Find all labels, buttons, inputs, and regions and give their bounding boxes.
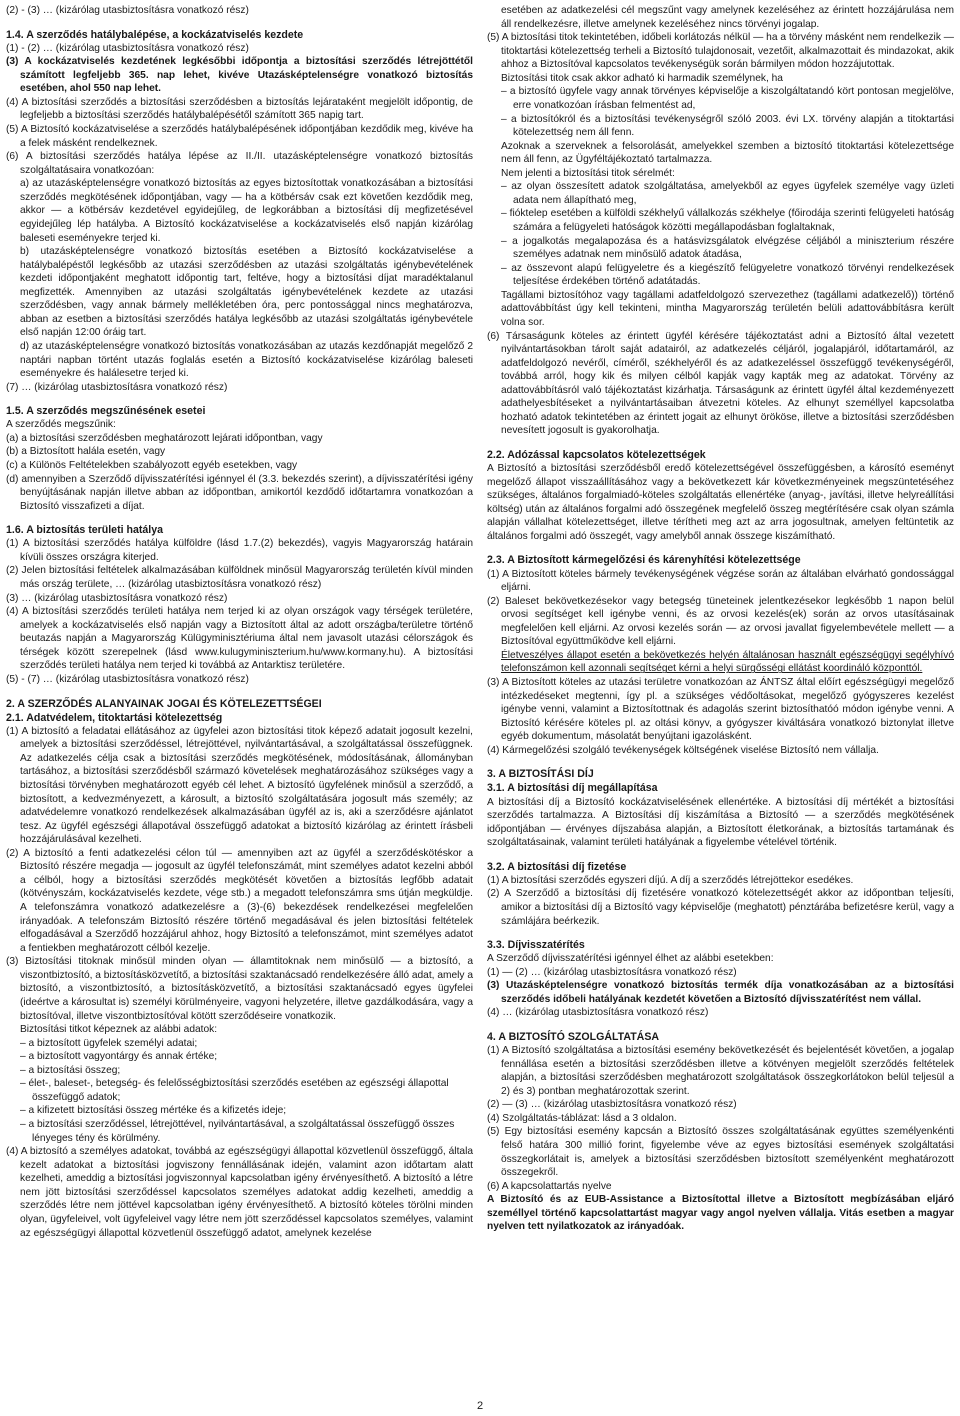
paragraph: (4) … (kizárólag utasbiztosításra vonatkozó rész) — [487, 1007, 709, 1019]
paragraph: (7) … (kizárólag utasbiztosításra vonatkozó rész) — [6, 381, 228, 393]
paragraph: (4) A biztosító a személyes adatokat, továbbá az egészségügyi állapottal közvetlenül összefüggő, általa kezelt adatokat a biztosítási jogviszony fennállásának idején, valamint azon időtartam alatt kezelheti, ameddig a biztosítási jogviszonnyal kapcsolatban igény érvényesíthető. A biztosító a létre nem jött biztosítási szerződéssel kapcsolatos személyes adatokat addig kezelheti, ameddig a szerződés létre nem jöttével kapcsolatban igény érvényesíthető. A biztosító köteles törölni minden olyan, ügyfeleivel, volt ügyfeleivel vagy létre nem jött szerződéssel kapcsolatos személyes, valamint az egészségügyi állapottal közvetlenül összefüggő adatot, amelynek kezelése — [6, 1146, 473, 1239]
list-item: – a biztosítókról és a biztosítási tevékenységről szóló 2003. évi LX. törvény alapján a titoktartási kötelezettség nem áll fenn. — [501, 113, 954, 139]
section-heading: 1.6. A biztosítás területi hatálya — [6, 524, 163, 537]
paragraph: b) utazásképtelenségre vonatkozó biztosítás esetében a Biztosító kockázatviselése a hatálybalépéstől legkésőbb az utazási szerződésben az utazási szolgáltatás igénybevételének kezdeti időpontjaként meghatott időpontig tart, feltéve, hogy a biztosítási díjat maradéktalanul megfizették. Amennyiben az utazási szolgáltatás igénybevételének kezdete az utazási szerződésben, vagy annak bármely mellékletében óra, perc pontossággal nincs meghatározva, abban az esetben a biztosítási szerződés hatálya legkésőbb az utazási szolgáltatás igénybevétele első napján 12:00 óráig tart. — [20, 246, 473, 339]
list-item: – a biztosítási összeg; — [20, 1064, 121, 1076]
paragraph: (2) A Szerződő a biztosítási díj fizetésére vonatkozó kötelezettségét akkor az időpontban teljesíti, amikor a biztosítási díj a Biztosító vagy képviselője (meghatott) pénztárába befizetésre kerül, vagy a számlájára beérkezik. — [487, 888, 954, 927]
list-item: – a biztosított vagyontárgy és annak értéke; — [20, 1051, 218, 1063]
list-item: – a biztosító ügyfele vagy annak törvényes képviselője a kiszolgáltatandó kört pontosan megjelölve, erre vonatkozóan írásban felmentést ad, — [501, 86, 954, 111]
paragraph: esetében az adatkezelési cél megszűnt vagy amelynek kezeléséhez az érintett hozzájárulása nem áll rendelkezésre, illetve amelynek kezeléséhez nincs törvényi jogalap. — [501, 5, 954, 30]
paragraph: (1) A Biztosított köteles bármely tevékenységének végzése során az általában elvárható gondossággal eljárni. — [487, 568, 954, 594]
paragraph: (6) Társaságunk köteles az érintett ügyfél kérésére tájékoztatást adni a Biztosító által vezetett nyilvántartásokban tárolt saját adatairól, az adatkezelés céljáról, jogalapjáról, időtartamáról, az adatfeldolgozó nevéről, címéről, székhelyéről és az adatkezeléssel összefüggő tevékenységéről, továbbá arról, hogy kik és milyen célból kapják vagy kapták meg az adatokat. Törvény az adattovábbításról való tájékoztatást kizárhatja. Társaságunk az érintett ügyfél által kezdeményezett adathelyesbítéseket a nyilvántartásaiban átvezetni köteles. Az elhunyt személlyel kapcsolatba hozható adatok tekintetében az érintett jogait az elhunyt örököse, illetve a biztosítási szerződésben nevesített jogosult is gyakorolhatja. — [487, 330, 954, 437]
paragraph: (6) A kapcsolattartás nyelve — [487, 1180, 612, 1192]
list-item: – élet-, baleset-, betegség- és felelősségbiztosítási szerződés esetében az egészségi állapottal összefüggő adatok; — [20, 1078, 449, 1103]
paragraph: (2) - (3) … (kizárólag utasbiztosításra vonatkozó rész) — [6, 5, 249, 16]
paragraph: (6) A biztosítási szerződés hatálya lépése az II./II. utazásképtelenségre vonatkozó biztosítás szolgáltatásaira vonatkozóan: — [6, 151, 473, 176]
paragraph: a) az utazásképtelenségre vonatkozó biztosítás az egyes biztosítottak vonatkozásában a biztosítási szerződés megkötésének időpontjában, vagy — ha a kötbérsáv csak ezt követően kezdődik meg, akkor — a kötbérsáv kezdetével egyidejűleg, de legkorábban a biztosítási díj megfizetésével egyidejűleg lép hatályba. A Biztosító kockázatviselése a kockázatviselés első napján kizárólag baleseti eseményekre terjed ki. — [20, 178, 473, 244]
list-item: – a kifizetett biztosítási összeg mértéke és a kifizetés ideje; — [20, 1105, 287, 1117]
section-heading: 3.1. A biztosítási díj megállapítása — [487, 782, 658, 795]
paragraph: (5) A Biztosító kockázatviselése a szerződés hatálybalépésének időpontjában kezdődik meg, kivéve ha a felek másként rendelkeznek. — [6, 124, 473, 149]
section-heading: 1.5. A szerződés megszűnésének esetei — [6, 405, 206, 418]
paragraph: (4) Kármegelőzési szolgáló tevékenységek költségének viselése Biztosító nem vállalja. — [487, 744, 879, 756]
right-column — [487, 4, 954, 1234]
paragraph: (2) — (3) … (kizárólag utasbiztosításra vonatkozó rész) — [487, 1099, 737, 1111]
paragraph: (2) Baleset bekövetkezésekor vagy betegség tüneteinek jelentkezésekor legkésőbb 1 napon belül orvosi segítséget kell igénybe venni, és az orvosi kezelés(ek) során az orvos utasításainak megfelelően kell eljárni. Az orvosi kezelés során — az orvosi javallat figyelembevétele mellett — a Biztosítóval együttműködve kell eljárni. — [487, 595, 954, 648]
paragraph: (3) Utazásképtelenségre vonatkozó biztosítás termék díja vonatkozásában az a biztosítási szerződés időbeli hatályának kezdetét követően a Biztosító díjvisszatérítést nem vállal. — [487, 980, 954, 1005]
page-number: 2 — [476, 1400, 484, 1412]
paragraph: Életveszélyes állapot esetén a bekövetkezés helyén általánosan használt egészségügyi segélyhívó telefonszámon kell azonnali segítséget kérni a helyi sürgősségi ellátást koordináló központtól. — [501, 649, 954, 675]
paragraph: Nem jelenti a biztosítási titok sérelmét: — [501, 167, 675, 179]
list-item: – az olyan összesített adatok szolgáltatása, amelyekből az egyes ügyfelek személye vagy üzleti adata nem állapítható meg, — [501, 181, 954, 206]
list-item: – a biztosított ügyfelek személyi adatai; — [20, 1037, 198, 1049]
paragraph: Tagállami biztosítóhoz vagy tagállami adatfeldolgozó szervezethez (tagállami adatkezelő)) történő adattovábbítást úgy kell tekinteni, mintha Magyarország területén belüli adattovábbításra került volna sor. — [501, 289, 954, 328]
section-heading: 2.3. A Biztosított kármegelőzési és kárenyhítési kötelezettsége — [487, 554, 801, 567]
paragraph: (1) A biztosító a feladatai ellátásához az ügyfelei azon biztosítási titok képező adatait jogosult kezelni, amelyek a biztosítási szerződéssel, létrejöttével, nyilvántartásával, a szolgáltatással összefüggnek. Az adatkezelés célja csak a biztosítási szerződés megkötésének, módosításának, állományban tartásához, a biztosítási szerződésből származó követelések meghatározásához szükséges vagy a biztosítási törvényben meghatározott egyéb cél lehet. A biztosító ügyfelének minősül a szerződő, a biztosított, a kedvezményezett, a károsult, a biztosító szolgáltatására jogosult más személy; az adatvédelemre vonatkozó rendelkezések alkalmazásában ügyfél az is, aki a szerződésre ajánlatot tesz. Az ügyfél egészségi állapotával összefüggő adatokat a biztosító kizárólag az érintett írásbeli hozzájárulásával kezelheti. — [6, 725, 473, 846]
chapter-heading: 3. A BIZTOSÍTÁSI DÍJ — [487, 768, 594, 781]
paragraph: (3) A kockázatviselés kezdetének legkésőbbi időpontja a biztosítási szerződés létrejöttétől számított legfeljebb 365. nap lehet, kivéve Utazásképtelenségre vonatkozó biztosítás esetében, ahol 550 nap lehet. — [6, 56, 473, 95]
paragraph: A Biztosító és az EUB-Assistance a Biztosítottal illetve a Biztosított megbízásában eljáró személlyel történő kapcsolattartást magyar vagy angol nyelven vállalja. Vitás esetben a magyar nyelven tett nyilatkozatok az irányadóak. — [487, 1194, 954, 1233]
list-item: (b) a Biztosított halála esetén, vagy — [6, 446, 166, 458]
list-item: – fióktelep esetében a külföldi székhelyű vállalkozás székhelye (főirodája szerinti felügyeleti hatóság számára a felügyeleti hatóságok közötti megállapodásban foglaltaknak, — [501, 208, 954, 233]
paragraph: d) az utazásképtelenségre vonatkozó biztosítás vonatkozásában az utazás kezdőnapját megelőző 2 naptári napban történt utazás foglalás esetén a Biztosító kockázatviselése kizárólag baleseti eseményekre és halálesetre terjed ki. — [20, 341, 473, 380]
chapter-heading: 2. A SZERZŐDÉS ALANYAINAK JOGAI ÉS KÖTELEZETTSÉGEI — [6, 697, 322, 710]
paragraph: Azoknak a szerveknek a felsorolását, amelyekkel szemben a biztosító titoktartási kötelezettsége nem áll fenn, az Ügyféltájékoztató tartalmazza. — [501, 140, 954, 166]
section-heading: 2.2. Adózással kapcsolatos kötelezettségek — [487, 449, 706, 461]
list-item: (c) a Különös Feltételekben szabályozott egyéb esetekben, vagy — [6, 460, 298, 472]
paragraph: (3) Biztosítási titoknak minősül minden olyan — államtitoknak nem minősülő — a biztosító, a viszontbiztosító, a biztosításközvetítő, a biztosítási szaktanácsadó rendelkezésére álló adat, amely a biztosító, a viszontbiztosító, a biztosításközvetítő, a biztosítási szaktanácsadó egyes ügyfelei (ideértve a károsultat is) személyi körülményeire, vagyoni helyzetére, illetve gazdálkodására, vagy a biztosítóval, illetve viszontbiztosítóval kötött szerződéseire vonatkozik. — [6, 956, 474, 1022]
paragraph: (1) A biztosítási szerződés hatálya külföldre (lásd 1.7.(2) bekezdés), vagyis Magyarország határain kívüli összes országra kiterjed. — [6, 538, 473, 563]
paragraph: (1) - (2) … (kizárólag utasbiztosításra vonatkozó rész) — [6, 42, 249, 54]
paragraph: (5) - (7) … (kizárólag utasbiztosításra vonatkozó rész) — [6, 673, 249, 685]
list-item: – a jogalkotás megalapozása és a hatásvizsgálatok elvégzése céljából a miniszterium részére személyes adatnak nem minősülő adatok átadása, — [501, 235, 954, 261]
paragraph: (3) … (kizárólag utasbiztosításra vonatkozó rész) — [6, 592, 228, 604]
paragraph: (1) A Biztosító szolgáltatása a biztosítási esemény bekövetkezését és bejelentését követően, a jogalap fennállása esetén a biztosítási szerződésben illetve a kötvényen megjelölt szerződés feltételek alapján, a biztosítási szerződésben meghatározott szolgáltatások összegkorlátokon belül teljesül a 2) és 3) pontban meghatározottak szerint. — [487, 1045, 954, 1097]
paragraph: A Szerződő díjvisszatérítési igénnyel élhet az alábbi esetekben: — [487, 953, 774, 965]
paragraph: (2) Jelen biztosítási feltételek alkalmazásában külföldnek minősül Magyarország területén kívül minden más ország területe, … (kizárólag utasbiztosításra vonatkozó rész) — [6, 565, 473, 591]
section-heading: 3.2. A biztosítási díj fizetése — [487, 860, 627, 873]
paragraph: (4) A biztosítási szerződés a biztosítási szerződésben a biztosítás lejárataként megjelölt időpontig, de legfeljebb a biztosítási szerződés hatálybalépésétől számított 365 napig tart. — [6, 96, 473, 122]
paragraph: Biztosítási titkot képeznek az alábbi adatok: — [20, 1024, 218, 1036]
paragraph: (5) A biztosítási titok tekintetében, időbeli korlátozás nélkül — ha a törvény másként nem rendelkezik — titoktartási kötelezettség terheli a Biztosító tulajdonosait, vezetőit, alkalmazottait és mindazokat, akik ahhoz a Biztosítóval kapcsolatos tevékenységük során bármilyen módon hozzájutottak. — [487, 32, 954, 71]
list-item: – az összevont alapú felügyeletre és a kiegészítő felügyeletre vonatkozó törvényi rendelkezések teljesítése érdekében történő adatátadás. — [501, 262, 954, 288]
paragraph: (4) Szolgáltatás-táblázat: lásd a 3 oldalon. — [487, 1112, 677, 1124]
list-item: – a biztosítási szerződéssel, létrejöttével, nyilvántartásával, a szolgáltatással összefüggő összes lényeges tény és körülmény. — [20, 1119, 455, 1144]
paragraph: (4) A biztosítási szerződés területi hatálya nem terjed ki az olyan országok vagy térségek területére, amelyek a kockázatviselés első napján vagy a Biztosított által az adott országba/területre történő beutazás napján a Magyarország Külügyminisztériuma által nem javasolt utazási célországok és térségek között szerepelnek (lásd www.kulugyminiszterium.hu/www.kormany.hu). A biztosítási szerződés területi hatálya nem terjed ki továbbá az Antarktisz területére. — [6, 606, 473, 672]
section-heading: 2.1. Adatvédelem, titoktartási kötelezettség — [6, 711, 223, 724]
left-column — [6, 4, 473, 1240]
paragraph: A Biztosító a biztosítási szerződésből eredő kötelezettségével összefüggésben, a károsító eseményt megelőző állapot visszaállításához vagy a bekövetkezett kár következményeinek megszüntetéséhez szükséges, általános forgalmiadó-köteles szolgáltatás ellenértéke (anyag-, javítási, illetve helyreállítási költség) után az általános forgalmi adó összegének megfelelő összeg megtérítésére csak olyan számla alapján vállalhat kötelezettséget, illetve térítheti meg azt az arra jogosultnak, amelyen feltüntetik az általános forgalmi adó összegét, vagy amelyből annak összege kiszámítható. — [487, 463, 954, 542]
paragraph: (1) A biztosítási szerződés egyszeri díjú. A díj a szerződés létrejöttekor esedékes. — [487, 874, 854, 886]
list-item: (d) amennyiben a Szerződő díjvisszatérítési igénnyel él (3.3. bekezdés szerint), a díjvisszatérítési igény benyújtásának napján illetve abban az időpontban, amikortól kezdődő időtartamra vonatkozóan a Biztosító visszafizeti a díjat. — [6, 473, 473, 512]
paragraph: (1) — (2) … (kizárólag utasbiztosításra vonatkozó rész) — [487, 966, 737, 978]
section-heading: 3.3. Díjvisszatérítés — [487, 939, 585, 952]
section-heading: 1.4. A szerződés hatálybalépése, a kockázatviselés kezdete — [6, 28, 304, 41]
paragraph: Biztosítási titok csak akkor adható ki harmadik személynek, ha — [501, 72, 783, 84]
paragraph: (5) Egy biztosítási esemény kapcsán a Biztosító összes szolgáltatásának együttes személyenkénti felső határa 300 millió forint, figyelembe véve az egyes biztosítási események szolgáltatási összegkorlátait is, amelyek a biztosítási szerződésben biztosított személyenként meghatározott összegekről. — [487, 1126, 954, 1179]
paragraph: (3) A Biztosított köteles az utazási területre vonatkozóan az ÁNTSZ által előírt egészségügyi megelőző intézkedéseket megtenni, így pl. a szükséges védőoltásokat, megelőző gyógyszeres kezelést igénybe venni, valamint a Biztosítottnak és adagolás szerint biztosíthatóó módon igénybe venni. A Biztosító kérésére köteles pl. az oltási könyv, a gyógyszer kiváltására vonatkozó biztonylat illetve egyéb dokumentum, másolatát benyújtani igazolásként. — [487, 677, 954, 743]
paragraph: (2) A biztosító a fenti adatkezelési célon túl — amennyiben azt az ügyfél a szerződéskötéskor a Biztosító részére megadja — jogosult az ügyfél telefonszámát, mint személyes adatot kezelni abból a célból, hogy a biztosítási szerződés megkötését követően a biztosítás legfőbb adatait (kötvényszám, kockázatviselés kezdete, vége stb.) a megadott telefonszámra sms útján megküldje. A telefonszámra vonatkozó adatkezelésre a (3)-(6) bekezdések rendelkezései megfelelően irányadóak. A telefonszám Biztosító részére történő megadásával és jelen biztosítási feltételek elfogadásával a Szerződő hozzájárul ahhoz, hogy Biztosító a telefonszámot, mint személyes adatot a fentiekben meghatározott célból kezelje. — [6, 847, 473, 954]
chapter-heading: 4. A BIZTOSÍTÓ SZOLGÁLTATÁSA — [487, 1031, 660, 1044]
paragraph: A szerződés megszűnik: — [6, 419, 116, 431]
list-item: (a) a biztosítási szerződésben meghatározott lejárati időpontban, vagy — [6, 432, 323, 444]
paragraph: A biztosítási díj a Biztosító kockázatviselésének ellenértéke. A biztosítási díj mértékét a biztosítási szerződés tartalmazza. A Biztosítási díj kiszámítása a Biztosító — a szerződés megkötésének időpontjában — érvényes díjszabása alapján, a Biztosított életkorának, a biztosítás tartamának és szolgáltatásainak, valamint területi hatályának a figyelembe vételével történik. — [487, 796, 954, 849]
